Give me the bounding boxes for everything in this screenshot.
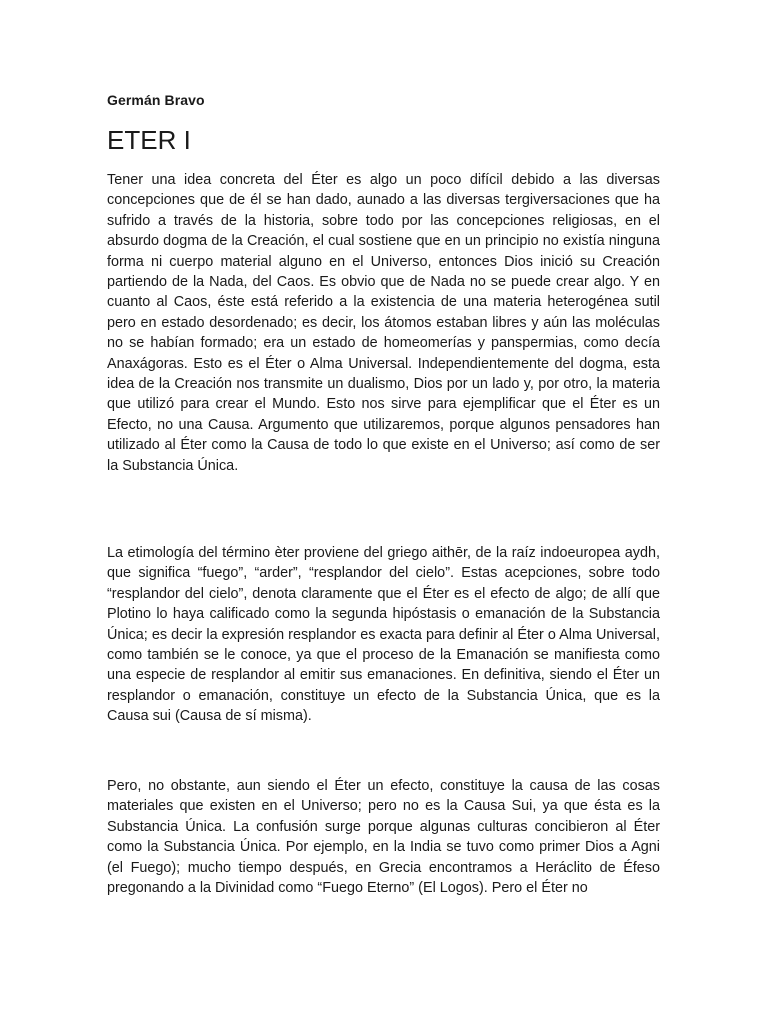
paragraph-3: Pero, no obstante, aun siendo el Éter un efecto, constituye la causa de las cosas materiales que existen en el Universo; pero no es la Causa Sui, ya que ésta es la Substancia Única. La confusión surge porque algunas culturas concibieron al Éter como la Substancia Única. Por ejemplo, en la India se tuvo como primer Dios a Agni (el Fuego); mucho tiempo después, en Grecia encontramos a Heráclito de Éfeso pregonando a la Divinidad como “Fuego Eterno” (El Logos). Pero el Éter no xyxy=(107,778,660,897)
document-title: ETER I xyxy=(107,125,191,155)
paragraph-2: La etimología del término èter proviene del griego aithēr, de la raíz indoeuropea aydh, que significa “fuego”, “arder”, “resplandor del cielo”. Estas acepciones, sobre todo “resplandor del cielo”, denota claramente que el Éter es el efecto de algo; de allí que Plotino lo haya calificado como la segunda hipóstasis o emanación de la Substancia Única; es decir la expresión resplandor es exacta para definir al Éter o Alma Universal, como también se le conoce, ya que el proceso de la Emanación se manifiesta como una especie de resplandor al emitir sus emanaciones. En definitiva, siendo el Éter un resplandor o emanación, constituye un efecto de la Substancia Única, que es la Causa sui (Causa de sí misma). xyxy=(107,545,660,725)
author-name: Germán Bravo xyxy=(107,92,205,108)
paragraph-1: Tener una idea concreta del Éter es algo un poco difícil debido a las diversas concepciones que de él se han dado, aunado a las diversas tergiversaciones que ha sufrido a través de la historia, sobre todo por las concepciones religiosas, en el absurdo dogma de la Creación, el cual sostiene que en un principio no existía ninguna forma ni cuerpo material alguno en el Universo, entonces Dios inició su Creación partiendo de la Nada, del Caos. Es obvio que de Nada no se puede crear algo. Y en cuanto al Caos, éste está referido a la existencia de una materia heterogénea sutil pero en estado desordenado; es decir, los átomos estaban libres y aún las moléculas no se habían formado; era un estado de homeomerías y panspermias, como decía Anaxágoras. Esto es el Éter o Alma Universal. Independientemente del dogma, esta idea de la Creación nos transmite un dualismo, Dios por un lado y, por otro, la materia que utilizó para crear el Mundo. Esto nos sirve para ejemplificar que el Éter es un Efecto, no una Causa. Argumento que utilizaremos, porque algunos pensadores han utilizado al Éter como la Causa de todo lo que existe en el Universo; así como de ser la Substancia Única. xyxy=(107,172,660,474)
